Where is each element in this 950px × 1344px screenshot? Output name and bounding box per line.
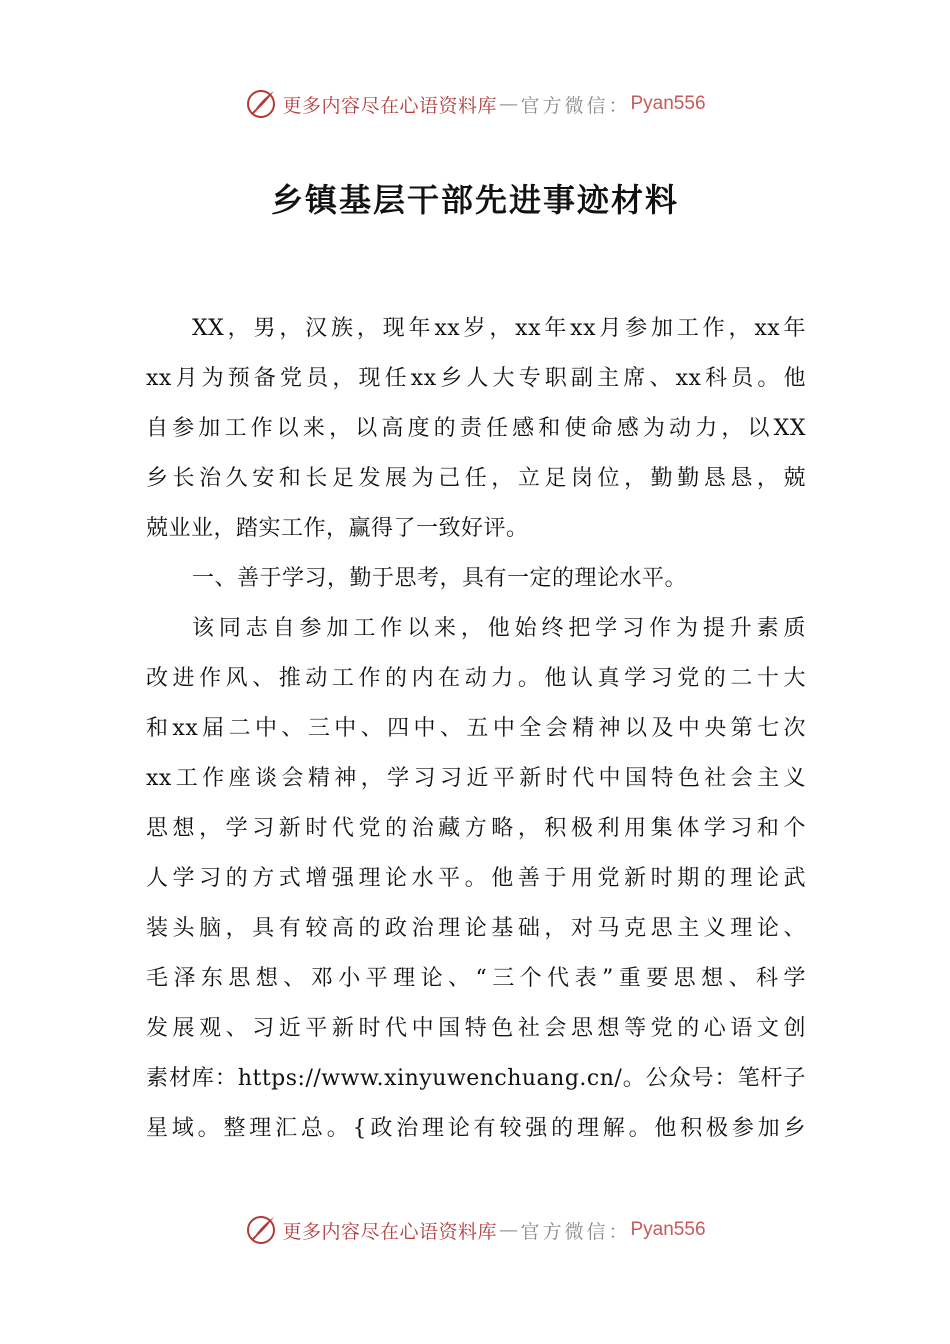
banner-separator: — bbox=[498, 1219, 519, 1241]
text-line: 乡长治久安和长足发展为己任，立足岗位，勤勤恳恳，兢 bbox=[146, 466, 806, 491]
banner-wechat-id: Pyan556 bbox=[630, 1219, 706, 1240]
document-body bbox=[146, 304, 806, 1154]
text-line: xx月为预备党员，现任xx乡人大专职副主席、xx科员。他 bbox=[146, 366, 806, 391]
text-line: 毛泽东思想、邓小平理论、“三个代表”重要思想、科学 bbox=[146, 966, 806, 991]
banner-separator: — bbox=[498, 93, 519, 115]
text-line: 该同志自参加工作以来，他始终把学习作为提升素质 bbox=[192, 616, 806, 641]
header-banner bbox=[0, 84, 950, 124]
text-line: 和xx届二中、三中、四中、五中全会精神以及中央第七次 bbox=[146, 716, 806, 741]
banner-wechat-label: 官方微信： bbox=[520, 1220, 631, 1243]
banner-wechat-id: Pyan556 bbox=[630, 93, 706, 114]
text-line: 发展观、习近平新时代中国特色社会思想等党的心语文创 bbox=[146, 1016, 806, 1041]
text-line: 兢业业，踏实工作，赢得了一致好评。 bbox=[146, 516, 529, 541]
text-line: 素材库：https://www.xinyuwenchuang.cn/。公众号：笔杆子 bbox=[146, 1066, 806, 1091]
section-heading: 一、善于学习，勤于思考，具有一定的理论水平。 bbox=[192, 566, 688, 591]
text-line: 人学习的方式增强理论水平。他善于用党新时期的理论武 bbox=[146, 866, 806, 891]
document-title: 乡镇基层干部先进事迹材料 bbox=[270, 181, 679, 219]
banner-wechat-label: 官方微信： bbox=[520, 94, 631, 117]
quill-logo-icon bbox=[244, 1213, 278, 1247]
banner-text: 更多内容尽在心语资料库 bbox=[282, 94, 497, 117]
text-line: 改进作风、推动工作的内在动力。他认真学习党的二十大 bbox=[146, 666, 806, 691]
text-line: XX，男，汉族，现年xx岁，xx年xx月参加工作，xx年 bbox=[192, 316, 806, 341]
footer-banner bbox=[0, 1210, 950, 1250]
text-line: 星域。整理汇总。{政治理论有较强的理解。他积极参加乡 bbox=[146, 1116, 806, 1141]
banner-text: 更多内容尽在心语资料库 bbox=[282, 1220, 497, 1243]
text-line: 装头脑，具有较高的政治理论基础，对马克思主义理论、 bbox=[146, 916, 806, 941]
quill-logo-icon bbox=[244, 87, 278, 121]
text-line: 自参加工作以来，以高度的责任感和使命感为动力，以XX bbox=[146, 416, 806, 441]
text-line: xx工作座谈会精神，学习习近平新时代中国特色社会主义 bbox=[146, 766, 806, 791]
text-line: 思想，学习新时代党的治藏方略，积极利用集体学习和个 bbox=[146, 816, 806, 841]
